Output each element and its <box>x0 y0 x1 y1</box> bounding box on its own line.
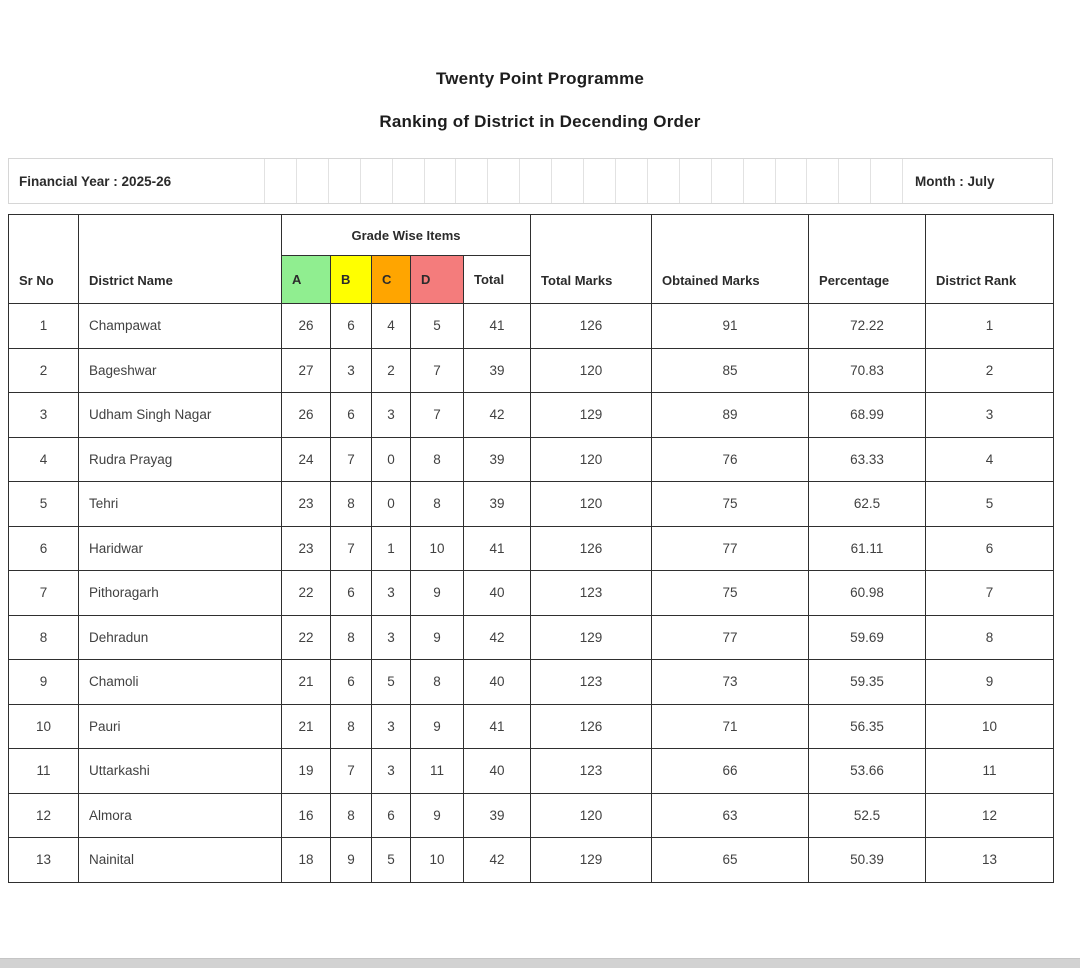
cell-district-name: Pithoragarh <box>79 571 282 616</box>
cell-grade-a: 27 <box>282 348 331 393</box>
cell-grade-total: 42 <box>464 393 531 438</box>
col-header-sr-no: Sr No <box>9 215 79 304</box>
cell-grade-b: 8 <box>331 704 372 749</box>
cell-grade-d: 10 <box>411 526 464 571</box>
cell-grade-a: 21 <box>282 660 331 705</box>
cell-district-name: Chamoli <box>79 660 282 705</box>
cell-grade-c: 3 <box>372 704 411 749</box>
cell-percentage: 68.99 <box>809 393 926 438</box>
cell-district-name: Champawat <box>79 304 282 349</box>
cell-district-rank: 5 <box>926 482 1054 527</box>
meta-divider <box>743 159 775 203</box>
cell-obtained-marks: 63 <box>652 793 809 838</box>
meta-divider <box>360 159 392 203</box>
cell-sr-no: 10 <box>9 704 79 749</box>
cell-grade-a: 23 <box>282 526 331 571</box>
district-ranking-table <box>8 214 1054 883</box>
cell-percentage: 50.39 <box>809 838 926 883</box>
cell-grade-a: 18 <box>282 838 331 883</box>
cell-grade-d: 9 <box>411 615 464 660</box>
district-row <box>9 704 1054 749</box>
meta-divider <box>455 159 487 203</box>
meta-divider <box>392 159 424 203</box>
cell-obtained-marks: 65 <box>652 838 809 883</box>
cell-grade-d: 8 <box>411 482 464 527</box>
meta-divider <box>870 159 902 203</box>
cell-obtained-marks: 85 <box>652 348 809 393</box>
district-row <box>9 615 1054 660</box>
page-subtitle: Ranking of District in Decending Order <box>379 112 701 131</box>
cell-district-rank: 2 <box>926 348 1054 393</box>
cell-district-rank: 1 <box>926 304 1054 349</box>
cell-grade-d: 8 <box>411 437 464 482</box>
cell-grade-c: 3 <box>372 615 411 660</box>
page-title: Twenty Point Programme <box>435 69 645 88</box>
cell-percentage: 72.22 <box>809 304 926 349</box>
col-header-grade-total: Total <box>464 256 531 304</box>
cell-grade-total: 40 <box>464 571 531 616</box>
cell-district-rank: 8 <box>926 615 1054 660</box>
cell-total-marks: 129 <box>531 393 652 438</box>
cell-sr-no: 7 <box>9 571 79 616</box>
district-row <box>9 793 1054 838</box>
cell-sr-no: 8 <box>9 615 79 660</box>
cell-sr-no: 12 <box>9 793 79 838</box>
financial-year-label: Financial Year : 2025-26 <box>19 173 172 189</box>
cell-grade-c: 1 <box>372 526 411 571</box>
cell-obtained-marks: 75 <box>652 482 809 527</box>
cell-district-rank: 11 <box>926 749 1054 794</box>
district-row <box>9 304 1054 349</box>
cell-district-name: Almora <box>79 793 282 838</box>
cell-total-marks: 126 <box>531 526 652 571</box>
cell-district-rank: 6 <box>926 526 1054 571</box>
cell-grade-c: 3 <box>372 571 411 616</box>
cell-grade-total: 41 <box>464 526 531 571</box>
cell-grade-d: 11 <box>411 749 464 794</box>
cell-grade-c: 4 <box>372 304 411 349</box>
cell-grade-b: 7 <box>331 749 372 794</box>
cell-district-name: Tehri <box>79 482 282 527</box>
meta-divider <box>583 159 615 203</box>
cell-grade-a: 16 <box>282 793 331 838</box>
district-row <box>9 437 1054 482</box>
col-header-district-rank: District Rank <box>926 215 1054 304</box>
cell-grade-a: 22 <box>282 615 331 660</box>
cell-grade-a: 24 <box>282 437 331 482</box>
meta-divider <box>487 159 519 203</box>
cell-sr-no: 13 <box>9 838 79 883</box>
cell-grade-c: 0 <box>372 437 411 482</box>
month-label: Month : July <box>902 159 1052 203</box>
meta-divider <box>838 159 870 203</box>
cell-grade-c: 0 <box>372 482 411 527</box>
cell-sr-no: 3 <box>9 393 79 438</box>
cell-percentage: 56.35 <box>809 704 926 749</box>
col-header-grade-wise-items: Grade Wise Items <box>282 215 531 256</box>
cell-total-marks: 123 <box>531 749 652 794</box>
cell-grade-c: 6 <box>372 793 411 838</box>
cell-district-name: Nainital <box>79 838 282 883</box>
cell-obtained-marks: 91 <box>652 304 809 349</box>
cell-total-marks: 123 <box>531 571 652 616</box>
cell-district-name: Pauri <box>79 704 282 749</box>
cell-grade-d: 9 <box>411 571 464 616</box>
cell-obtained-marks: 89 <box>652 393 809 438</box>
cell-district-rank: 10 <box>926 704 1054 749</box>
cell-grade-d: 5 <box>411 304 464 349</box>
cell-grade-a: 22 <box>282 571 331 616</box>
cell-district-name: Bageshwar <box>79 348 282 393</box>
cell-percentage: 52.5 <box>809 793 926 838</box>
cell-grade-total: 39 <box>464 437 531 482</box>
meta-bar <box>8 158 1053 204</box>
cell-percentage: 70.83 <box>809 348 926 393</box>
col-header-grade-c: C <box>372 256 411 304</box>
cell-grade-total: 42 <box>464 615 531 660</box>
cell-grade-total: 40 <box>464 660 531 705</box>
cell-obtained-marks: 75 <box>652 571 809 616</box>
cell-grade-total: 39 <box>464 793 531 838</box>
cell-grade-d: 9 <box>411 704 464 749</box>
cell-obtained-marks: 77 <box>652 526 809 571</box>
col-header-grade-d: D <box>411 256 464 304</box>
col-header-district-name: District Name <box>79 215 282 304</box>
cell-grade-b: 6 <box>331 571 372 616</box>
cell-grade-d: 8 <box>411 660 464 705</box>
meta-divider <box>424 159 456 203</box>
district-row <box>9 749 1054 794</box>
district-row <box>9 526 1054 571</box>
cell-grade-total: 41 <box>464 704 531 749</box>
cell-sr-no: 6 <box>9 526 79 571</box>
cell-grade-total: 39 <box>464 482 531 527</box>
cell-grade-total: 41 <box>464 304 531 349</box>
cell-grade-c: 3 <box>372 393 411 438</box>
cell-grade-b: 7 <box>331 437 372 482</box>
cell-total-marks: 126 <box>531 704 652 749</box>
cell-district-rank: 3 <box>926 393 1054 438</box>
cell-percentage: 60.98 <box>809 571 926 616</box>
cell-percentage: 59.35 <box>809 660 926 705</box>
cell-grade-c: 5 <box>372 660 411 705</box>
cell-district-rank: 12 <box>926 793 1054 838</box>
cell-grade-d: 7 <box>411 348 464 393</box>
col-header-grade-a: A <box>282 256 331 304</box>
cell-grade-d: 7 <box>411 393 464 438</box>
cell-percentage: 62.5 <box>809 482 926 527</box>
cell-district-rank: 13 <box>926 838 1054 883</box>
cell-obtained-marks: 66 <box>652 749 809 794</box>
cell-grade-c: 2 <box>372 348 411 393</box>
cell-total-marks: 120 <box>531 793 652 838</box>
cell-obtained-marks: 73 <box>652 660 809 705</box>
cell-grade-c: 5 <box>372 838 411 883</box>
district-row <box>9 482 1054 527</box>
cell-total-marks: 120 <box>531 482 652 527</box>
cell-grade-b: 7 <box>331 526 372 571</box>
district-row <box>9 393 1054 438</box>
meta-divider <box>264 159 296 203</box>
cell-grade-b: 8 <box>331 793 372 838</box>
cell-grade-a: 26 <box>282 393 331 438</box>
district-row <box>9 571 1054 616</box>
meta-divider <box>711 159 743 203</box>
cell-percentage: 61.11 <box>809 526 926 571</box>
cell-percentage: 53.66 <box>809 749 926 794</box>
cell-grade-a: 23 <box>282 482 331 527</box>
meta-divider <box>296 159 328 203</box>
cell-total-marks: 129 <box>531 615 652 660</box>
col-header-grade-b: B <box>331 256 372 304</box>
cell-grade-a: 19 <box>282 749 331 794</box>
cell-district-name: Rudra Prayag <box>79 437 282 482</box>
meta-divider <box>551 159 583 203</box>
cell-grade-b: 8 <box>331 615 372 660</box>
district-row <box>9 348 1054 393</box>
horizontal-scrollbar[interactable] <box>0 958 1080 968</box>
cell-grade-b: 6 <box>331 660 372 705</box>
col-header-total-marks: Total Marks <box>531 215 652 304</box>
cell-grade-b: 6 <box>331 304 372 349</box>
meta-divider <box>775 159 807 203</box>
cell-grade-b: 6 <box>331 393 372 438</box>
cell-grade-a: 21 <box>282 704 331 749</box>
cell-grade-total: 39 <box>464 348 531 393</box>
cell-grade-total: 40 <box>464 749 531 794</box>
cell-grade-d: 10 <box>411 838 464 883</box>
cell-district-rank: 7 <box>926 571 1054 616</box>
meta-divider <box>679 159 711 203</box>
cell-district-name: Udham Singh Nagar <box>79 393 282 438</box>
cell-district-rank: 9 <box>926 660 1054 705</box>
cell-sr-no: 5 <box>9 482 79 527</box>
cell-sr-no: 11 <box>9 749 79 794</box>
meta-divider <box>806 159 838 203</box>
cell-total-marks: 123 <box>531 660 652 705</box>
cell-grade-d: 9 <box>411 793 464 838</box>
cell-grade-b: 3 <box>331 348 372 393</box>
cell-total-marks: 129 <box>531 838 652 883</box>
cell-district-rank: 4 <box>926 437 1054 482</box>
cell-grade-a: 26 <box>282 304 331 349</box>
cell-total-marks: 120 <box>531 437 652 482</box>
cell-district-name: Dehradun <box>79 615 282 660</box>
cell-grade-c: 3 <box>372 749 411 794</box>
col-header-obtained-marks: Obtained Marks <box>652 215 809 304</box>
cell-total-marks: 126 <box>531 304 652 349</box>
cell-sr-no: 9 <box>9 660 79 705</box>
cell-sr-no: 4 <box>9 437 79 482</box>
meta-divider <box>647 159 679 203</box>
cell-total-marks: 120 <box>531 348 652 393</box>
meta-divider <box>519 159 551 203</box>
cell-grade-total: 42 <box>464 838 531 883</box>
cell-grade-b: 9 <box>331 838 372 883</box>
cell-district-name: Uttarkashi <box>79 749 282 794</box>
cell-district-name: Haridwar <box>79 526 282 571</box>
cell-sr-no: 1 <box>9 304 79 349</box>
district-row <box>9 838 1054 883</box>
col-header-percentage: Percentage <box>809 215 926 304</box>
cell-obtained-marks: 77 <box>652 615 809 660</box>
cell-percentage: 63.33 <box>809 437 926 482</box>
cell-obtained-marks: 76 <box>652 437 809 482</box>
meta-spacer-cells <box>264 159 902 203</box>
cell-percentage: 59.69 <box>809 615 926 660</box>
meta-divider <box>328 159 360 203</box>
cell-sr-no: 2 <box>9 348 79 393</box>
meta-divider <box>615 159 647 203</box>
cell-grade-b: 8 <box>331 482 372 527</box>
header-row-top <box>9 215 1054 256</box>
district-row <box>9 660 1054 705</box>
cell-obtained-marks: 71 <box>652 704 809 749</box>
